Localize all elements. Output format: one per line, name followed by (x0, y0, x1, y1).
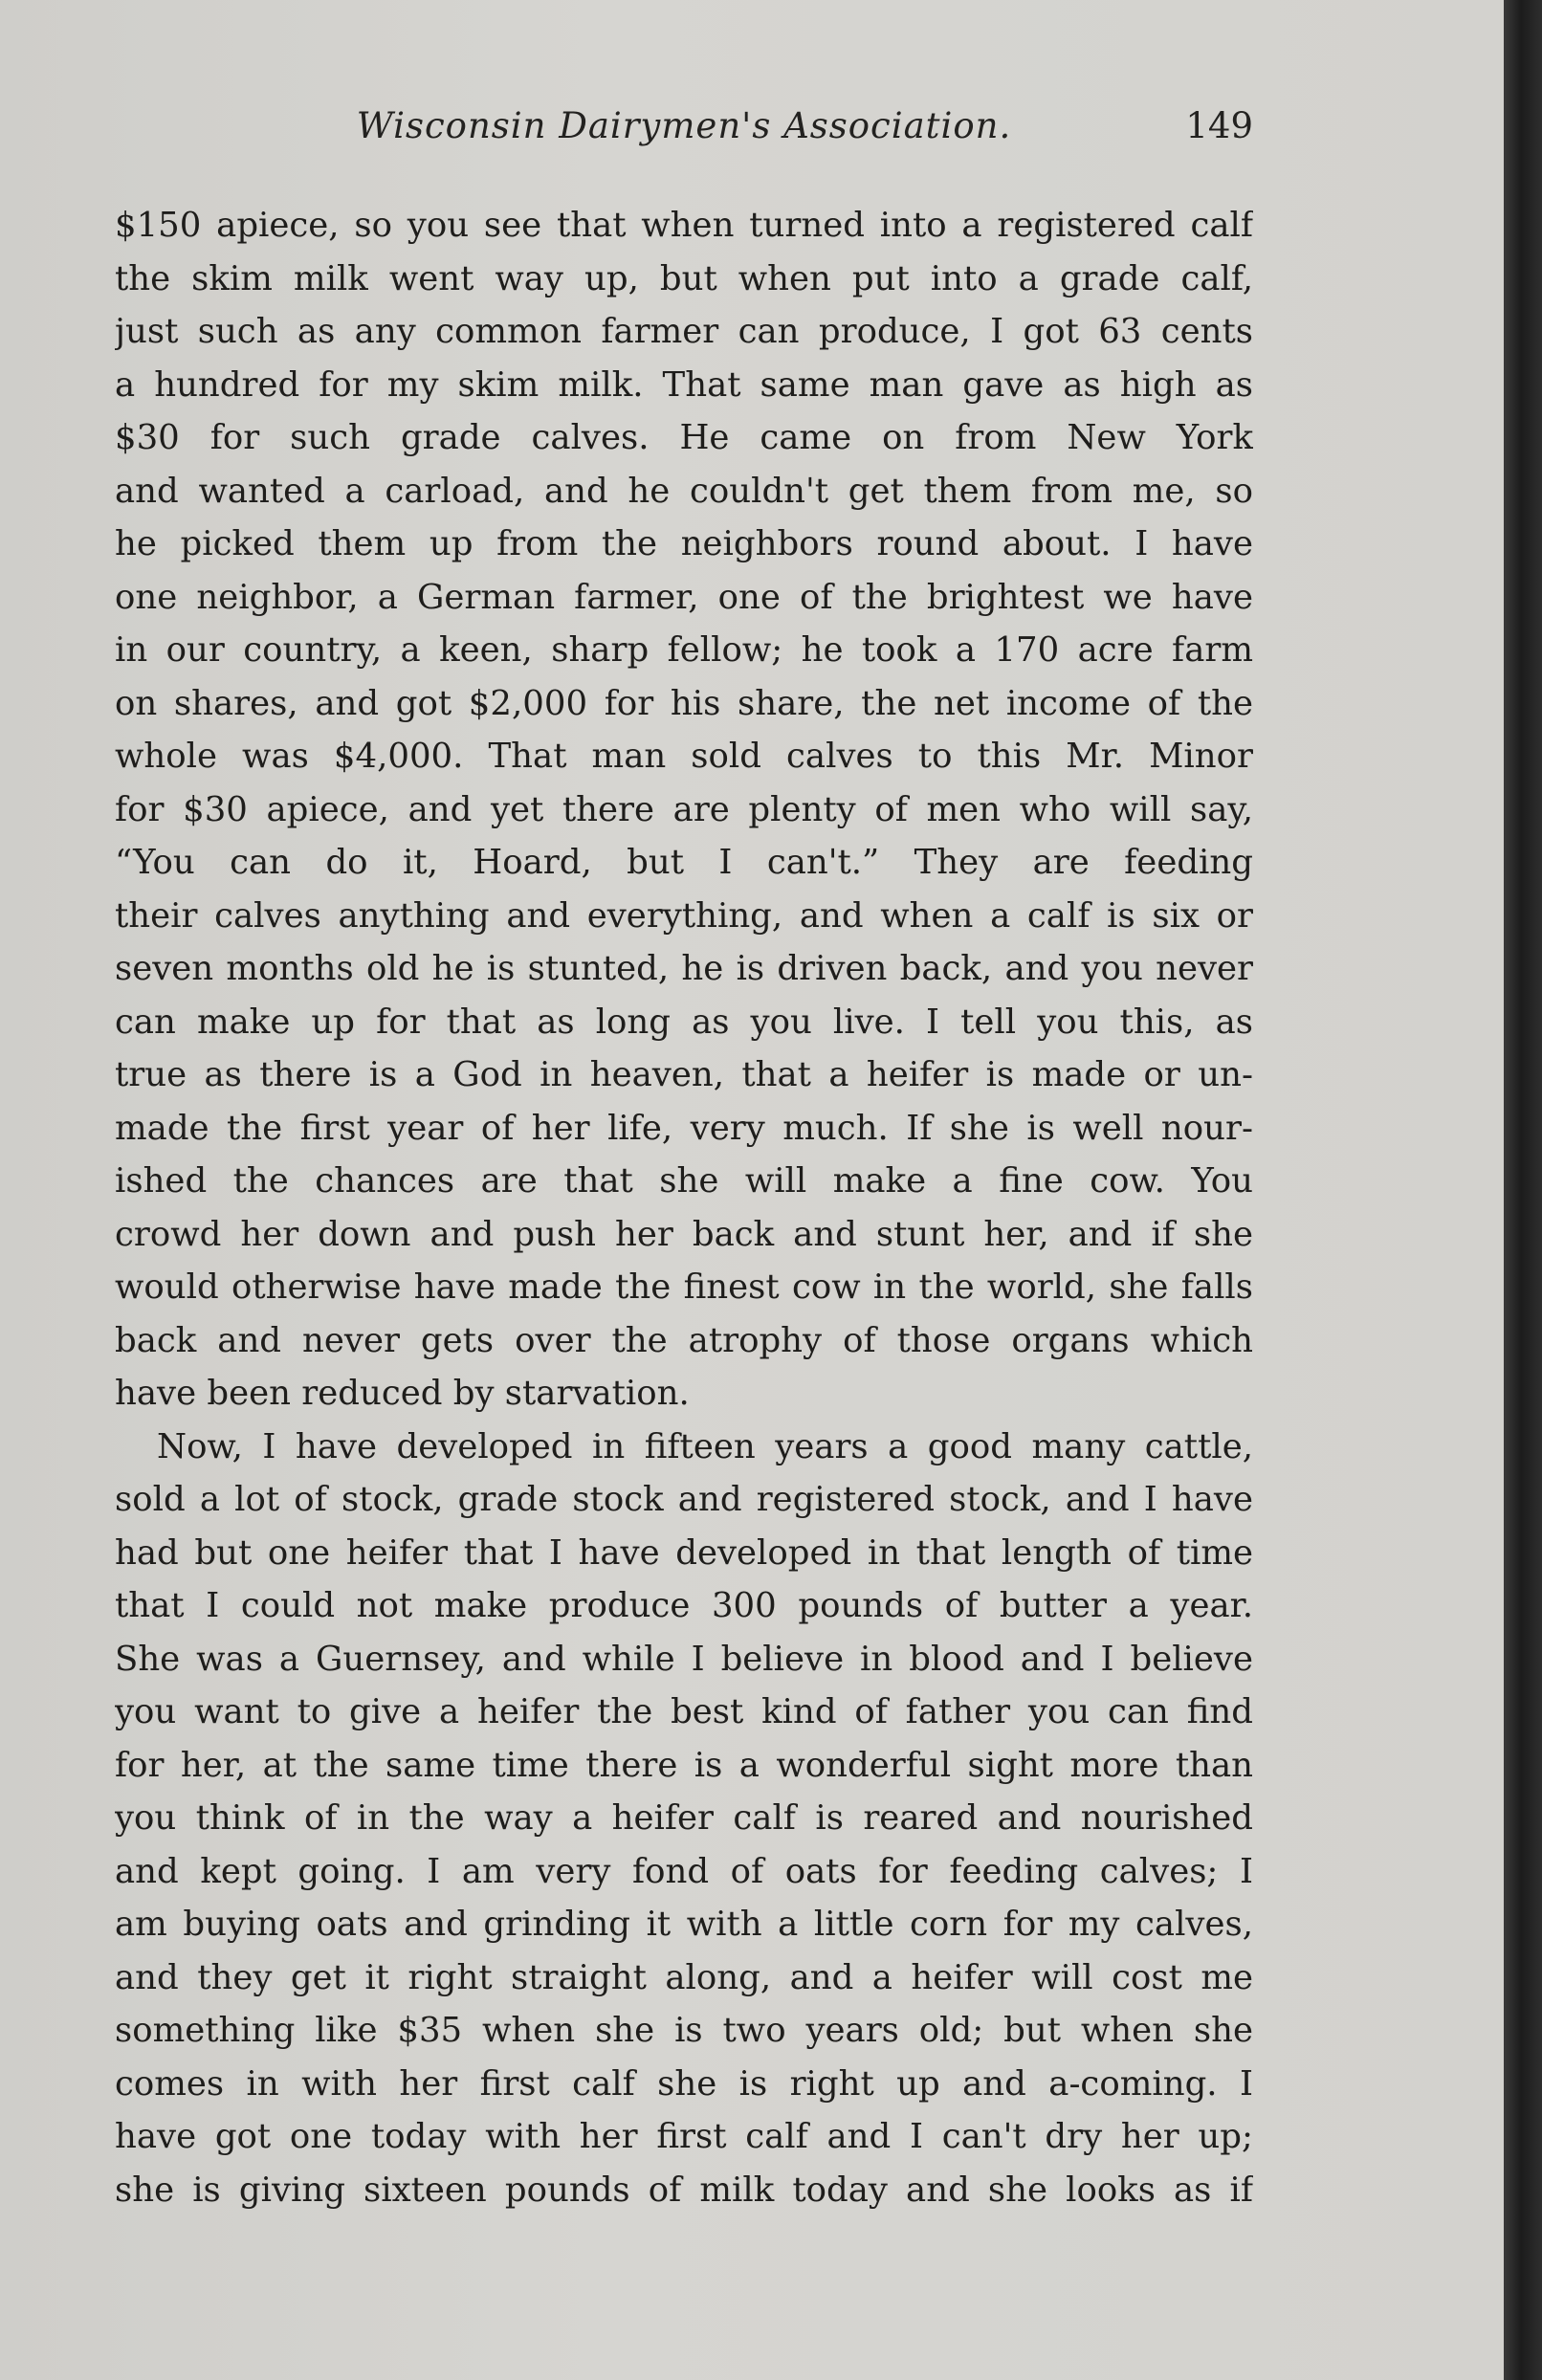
text-line: “You can do it, Hoard, but I can't.” They are feeding (115, 843, 1253, 882)
text-line: $30 for such grade calves. He came on from New York (115, 418, 1253, 457)
body-text (115, 199, 1253, 2216)
text-line: in our country, a keen, sharp fellow; he took a 170 acre farm (115, 630, 1253, 670)
text-line: $150 apiece, so you see that when turned into a registered calf (115, 206, 1253, 245)
text-line: back and never gets over the atrophy of those organs which (115, 1320, 1253, 1360)
text-line: made the first year of her life, very much. If she is well nour- (115, 1108, 1253, 1148)
text-line: one neighbor, a German farmer, one of the brightest we have (115, 577, 1253, 617)
text-line: something like $35 when she is two years old; but when she (115, 2011, 1253, 2050)
text-line: can make up for that as long as you live. I tell you this, as (115, 1002, 1253, 1042)
text-line: comes in with her first calf she is right up and a-coming. I (115, 2063, 1253, 2104)
text-line: you think of in the way a heifer calf is reared and nourished (115, 1798, 1253, 1838)
text-line: for $30 apiece, and yet there are plenty of men who will say, (115, 789, 1253, 829)
text-line: am buying oats and grinding it with a little corn for my calves, (115, 1905, 1253, 1944)
text-line: and they get it right straight along, and a heifer will cost me (115, 1957, 1253, 1997)
text-line: She was a Guernsey, and while I believe in blood and I believe (115, 1639, 1253, 1679)
text-line: ished the chances are that she will make a fine cow. You (115, 1161, 1253, 1201)
text-line: he picked them up from the neighbors round about. I have (115, 524, 1253, 563)
text-line: their calves anything and everything, and when a calf is six or (115, 895, 1253, 936)
text-line: she is giving sixteen pounds of milk today and she looks as if (115, 2170, 1253, 2210)
text-line: and kept going. I am very fond of oats for feeding calves; I (115, 1851, 1253, 1891)
text-line: on shares, and got $2,000 for his share, the net income of the (115, 683, 1253, 723)
text-line: you want to give a heifer the best kind of father you can find (115, 1692, 1253, 1731)
text-line: have been reduced by starvation. (115, 1374, 690, 1413)
page-header (115, 98, 1253, 155)
text-line: sold a lot of stock, grade stock and registered stock, and I have (115, 1480, 1253, 1519)
text-line: had but one heifer that I have developed in that length of time (115, 1532, 1253, 1573)
text-line: a hundred for my skim milk. That same man gave as high as (115, 364, 1253, 405)
text-line: would otherwise have made the finest cow in the world, she falls (115, 1267, 1253, 1307)
text-line: and wanted a carload, and he couldn't get them from me, so (115, 471, 1253, 511)
text-line: seven months old he is stunted, he is driven back, and you never (115, 949, 1253, 988)
text-line: crowd her down and push her back and stunt her, and if she (115, 1214, 1253, 1254)
text-line: Now, I have developed in fifteen years a good many cattle, (157, 1426, 1253, 1466)
text-line: just such as any common farmer can produce, I got 63 cents (115, 312, 1253, 351)
text-line: true as there is a God in heaven, that a heifer is made or un- (115, 1055, 1253, 1094)
running-title: Wisconsin Dairymen's Association. (356, 105, 1012, 146)
text-line: that I could not make produce 300 pounds of butter a year. (115, 1586, 1253, 1625)
text-line: the skim milk went way up, but when put into a grade calf, (115, 258, 1253, 298)
text-line: have got one today with her first calf and I can't dry her up; (115, 2117, 1253, 2156)
text-line: whole was $4,000. That man sold calves to this Mr. Minor (115, 737, 1253, 776)
page-edge (1504, 0, 1542, 2380)
text-line: for her, at the same time there is a wonderful sight more than (115, 1745, 1253, 1785)
page-number: 149 (1185, 105, 1253, 146)
